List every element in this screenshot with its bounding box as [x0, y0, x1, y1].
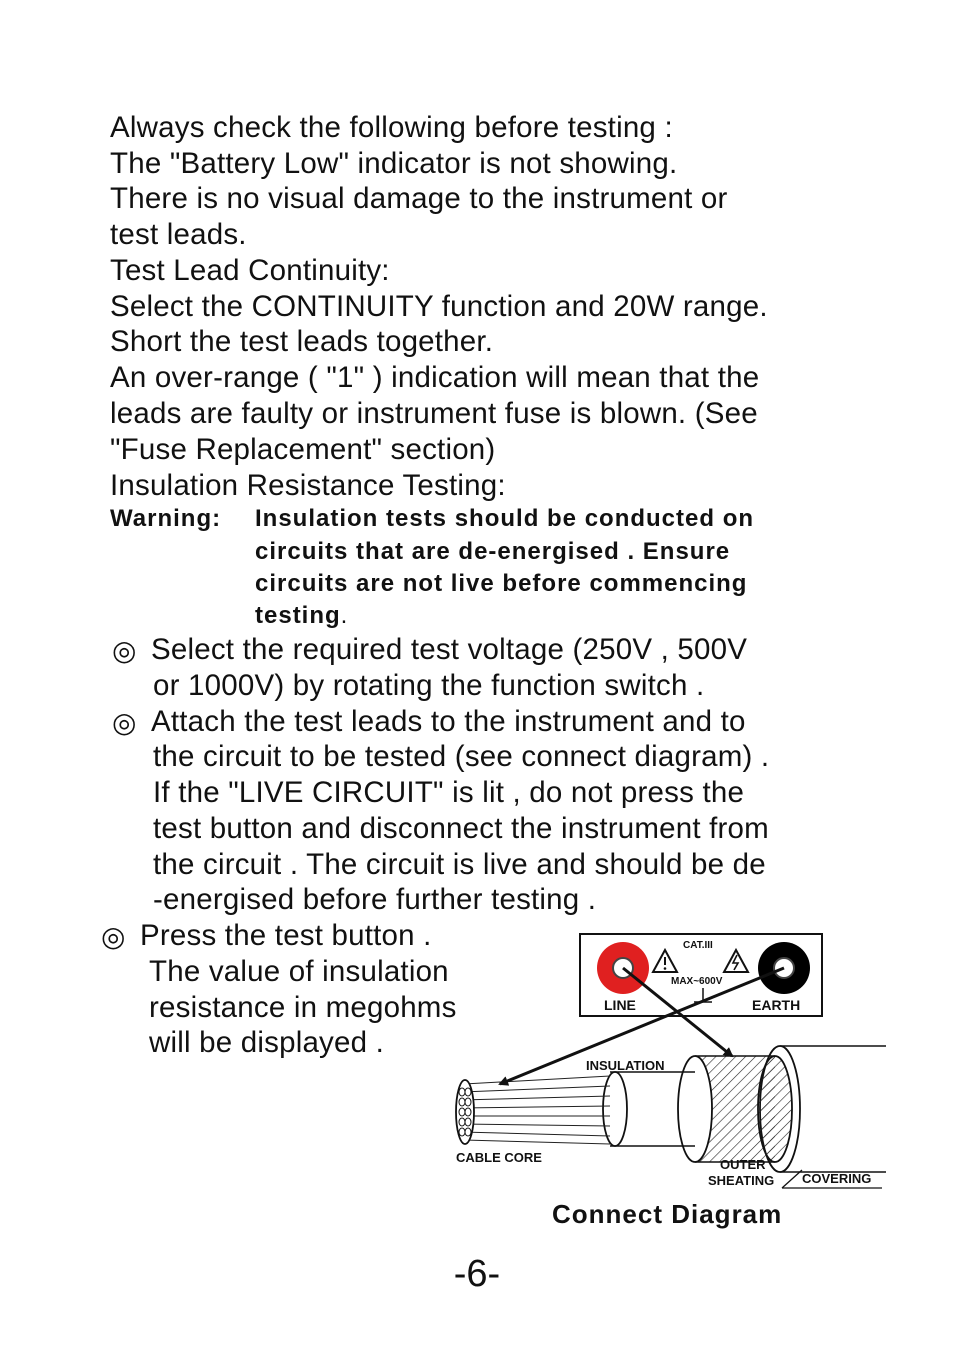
line-label: LINE	[604, 997, 636, 1013]
step-3-line-3: resistance in megohms	[149, 991, 457, 1024]
covering-label: COVERING	[802, 1171, 872, 1186]
step-3-line-4: will be displayed .	[149, 1026, 385, 1059]
connect-diagram	[450, 926, 886, 1194]
step-2-line-5: the circuit . The circuit is live and should be de	[153, 848, 766, 881]
step-2-line-2: the circuit to be tested (see connect diagram) .	[153, 740, 770, 773]
step-3-line-1: Press the test button .	[140, 919, 432, 952]
step-1-line-2: or 1000V) by rotating the function switch .	[153, 669, 705, 702]
warning-label: Warning:	[110, 505, 222, 532]
step-2-line-4: test button and disconnect the instrument from	[153, 812, 769, 845]
warning-last-bold: testing	[255, 602, 341, 629]
step-1-line-1: Select the required test voltage (250V , 500V	[151, 633, 748, 666]
intro-line-2: The "Battery Low" indicator is not showing.	[110, 147, 678, 180]
intro-line-3: There is no visual damage to the instrument or	[110, 182, 728, 215]
intro-line-11: Insulation Resistance Testing:	[110, 469, 506, 502]
diagram-caption: Connect Diagram	[552, 1199, 783, 1229]
intro-line-9: leads are faulty or instrument fuse is blown. (See	[110, 397, 758, 430]
intro-line-7: Short the test leads together.	[110, 325, 494, 358]
step-2-line-1: Attach the test leads to the instrument and to	[151, 705, 746, 738]
sheating-label: SHEATING	[708, 1173, 775, 1188]
page-number: -6-	[453, 1253, 501, 1295]
warning-line-3: circuits are not live before commencing	[255, 570, 748, 597]
warning-line-2: circuits that are de-energised . Ensure	[255, 538, 731, 565]
insulation-label: INSULATION	[586, 1058, 665, 1073]
intro-line-10: "Fuse Replacement" section)	[110, 433, 496, 466]
intro-line-5: Test Lead Continuity:	[110, 254, 390, 287]
earth-label: EARTH	[752, 997, 801, 1013]
warning-line-4	[255, 600, 348, 632]
cat-rating: CAT.III	[683, 940, 713, 951]
intro-line-4: test leads.	[110, 218, 247, 251]
meter-panel	[580, 934, 822, 1016]
bullet-icon: ◎	[101, 920, 126, 953]
outer-label: OUTER	[720, 1157, 766, 1172]
warning-last-tail: .	[340, 602, 349, 629]
intro-line-8: An over-range ( "1" ) indication will mean that the	[110, 361, 760, 394]
cable-core-label: CABLE CORE	[456, 1150, 542, 1165]
intro-line-1: Always check the following before testing :	[110, 111, 673, 144]
step-2-line-3: If the "LIVE CIRCUIT" is lit , do not press the	[153, 776, 745, 809]
intro-line-6: Select the CONTINUITY function and 20W range.	[110, 290, 768, 323]
warning-line-1: Insulation tests should be conducted on	[255, 505, 755, 532]
step-2-line-6: -energised before further testing .	[153, 883, 597, 916]
bullet-icon: ◎	[112, 634, 137, 667]
step-3-line-2: The value of insulation	[149, 955, 449, 988]
bullet-icon: ◎	[112, 706, 137, 739]
max-voltage: MAX~600V	[671, 976, 723, 987]
